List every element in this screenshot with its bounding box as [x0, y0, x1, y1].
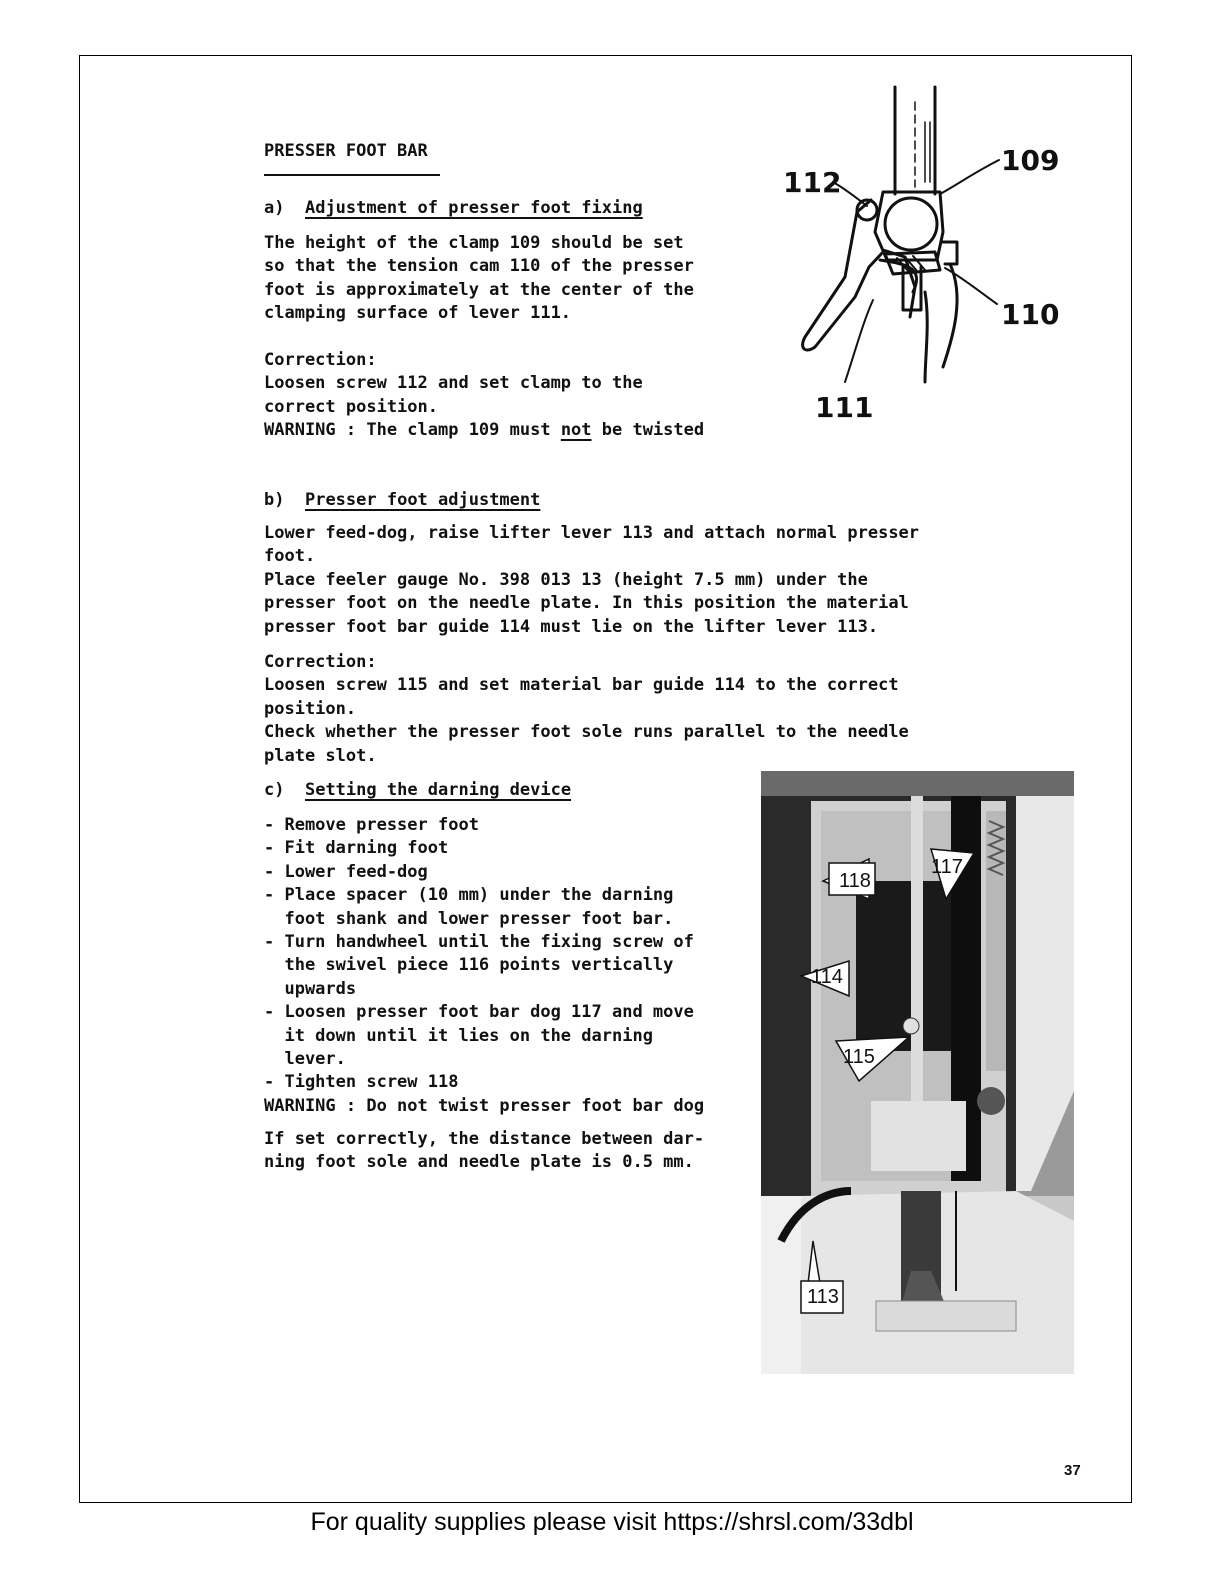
callout-117: 117: [931, 856, 963, 878]
section-a-warning: WARNING : The clamp 109 must not be twisted: [264, 420, 705, 441]
callout-109: 109: [1001, 144, 1060, 177]
page-title: PRESSER FOOT BAR: [264, 141, 428, 161]
mechanism-photo: [761, 771, 1074, 1374]
callout-110: 110: [1001, 298, 1060, 331]
title-underline: [264, 174, 440, 176]
section-a-correction: Correction: Loosen screw 112 and set clamp to the correct position. WARNING : The clamp 109 must not be twisted: [264, 349, 704, 443]
callout-112: 112: [783, 166, 842, 199]
section-b-body: Lower feed-dog, raise lifter lever 113 and attach normal presser foot. Place feeler gauge No. 398 013 13 (height 7.5 mm) under the presser foot on the needle plate. In this position the material presser foot bar guide 114 must lie on the lifter lever 113.: [264, 523, 920, 637]
footer-text: For quality supplies please visit https://shrsl.com/33dbl: [310, 1508, 914, 1536]
section-c-heading: c) Setting the darning device: [264, 780, 572, 800]
clamp-diagram: [775, 82, 1065, 427]
callout-115: 115: [843, 1046, 875, 1068]
section-b-heading: b) Presser foot adjustment: [264, 490, 541, 510]
page-number: 37: [1064, 1462, 1081, 1479]
section-b-correction: Correction: Loosen screw 115 and set material bar guide 114 to the correct position. Check whether the presser foot sole runs parallel to the needle plate slot.: [264, 652, 909, 766]
section-a-body: The height of the clamp 109 should be set so that the tension cam 110 of the presser foot is approximately at the center of the clamping surface of lever 111.: [264, 233, 694, 324]
callout-113: 113: [807, 1286, 839, 1308]
callout-111: 111: [815, 391, 874, 424]
callout-118: 118: [839, 870, 871, 892]
section-c-steps: - Remove presser foot - Fit darning foot - Lower feed-dog - Place spacer (10 mm) under the darning foot shank and lower presser foot bar. - Turn handwheel until the fixing screw of the swivel piece 116 points vertically upwards - Loosen presser foot bar dog 117 and move it down until it lies on the darning lever. - Tighten screw 118 WARNING : Do not twist presser foot bar dog: [264, 815, 705, 1116]
section-c-result: If set correctly, the distance between dar- ning foot sole and needle plate is 0.5 mm.: [264, 1129, 705, 1173]
callout-114: 114: [811, 966, 843, 988]
section-a-heading: a) Adjustment of presser foot fixing: [264, 198, 643, 218]
